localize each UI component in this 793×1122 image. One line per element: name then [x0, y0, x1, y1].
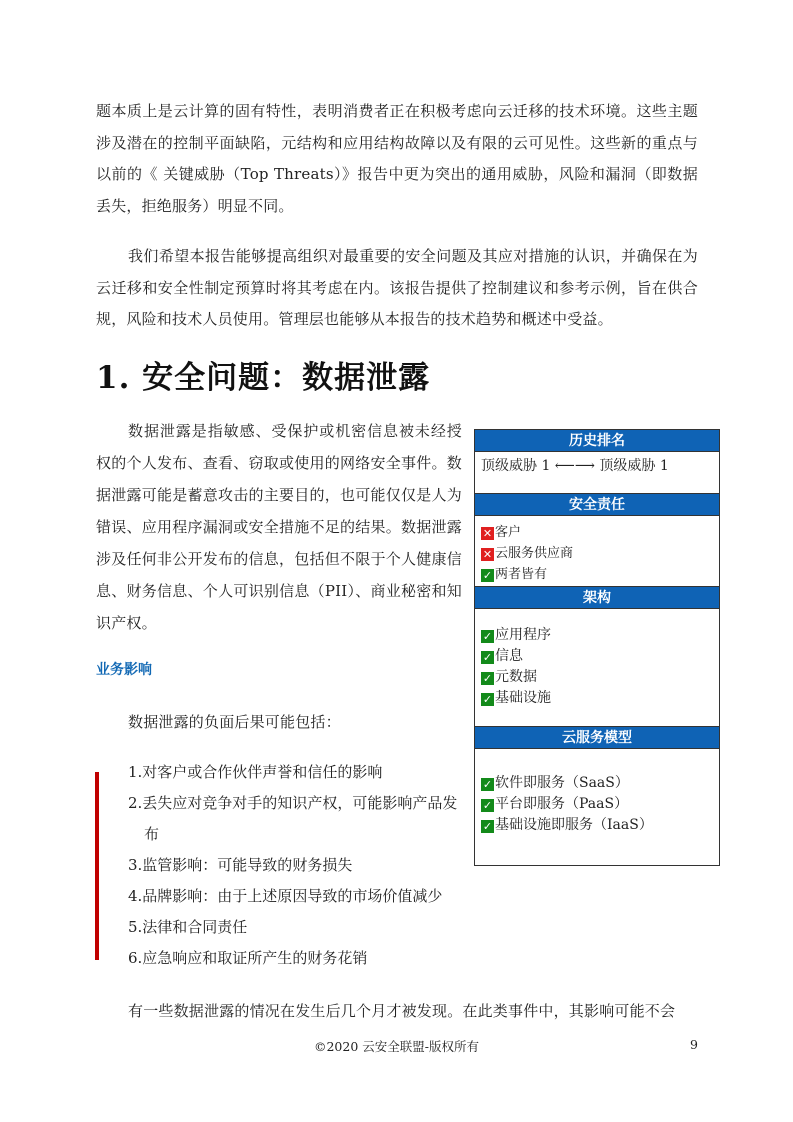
ranking-text: 顶级威胁 1 ⟵⟶ 顶级威胁 1 [481, 458, 669, 474]
list-item: 5.法律和合同责任 [128, 918, 248, 936]
checked-box-icon: ✓ [482, 569, 493, 582]
checked-box-icon: ✓ [482, 693, 493, 706]
checked-box-icon: ✓ [482, 820, 493, 833]
service-models-header: 云服务模型 [475, 726, 719, 749]
ranking-header: 历史排名 [475, 430, 719, 452]
consequences-list [128, 757, 468, 974]
responsibility-item: ✕ 客户 [482, 525, 522, 540]
architecture-list [475, 609, 719, 726]
architecture-item: ✓ 应用程序 [482, 627, 551, 643]
responsibility-list [475, 516, 719, 586]
section-heading: 1. 安全问题：数据泄露 [96, 360, 431, 396]
threat-summary-sidebar [474, 429, 720, 866]
checked-box-icon: ✓ [482, 651, 493, 664]
list-item: 4.品牌影响：由于上述原因导致的市场价值减少 [128, 887, 443, 905]
responsibility-item: ✕ 云服务供应商 [482, 546, 574, 561]
service-model-item: ✓ 软件即服务（SaaS） [482, 775, 629, 791]
data-breach-definition: 数据泄露是指敏感、受保护或机密信息被未经授权的个人发布、查看、窃取或使用的网络安全事件。数据泄露可能是蓄意攻击的主要目的，也可能仅仅是人为错误、应用程序漏洞或安全措施不足的结果。数据泄露涉及任何非公开发布的信息，包括但不限于个人健康信息、财务信息、个人可识别信息（PII）、商业秘密和知识产权。 [96, 422, 462, 632]
responsibility-item: ✓ 两者皆有 [482, 567, 548, 582]
service-model-item: ✓ 基础设施即服务（IaaS） [482, 817, 653, 833]
architecture-item: ✓ 基础设施 [482, 690, 551, 706]
list-item: 6.应急响应和取证所产生的财务花销 [128, 949, 368, 967]
list-item: 2.丢失应对竞争对手的知识产权，可能影响产品发布 [128, 794, 458, 843]
report-purpose-paragraph: 我们希望本报告能够提高组织对最重要的安全问题及其应对措施的认识，并确保在为云迁移和安全性制定预算时将其考虑在内。该报告提供了控制建议和参考示例，旨在供合规，风险和技术人员使用。管理层也能够从本报告的技术趋势和概述中受益。 [96, 247, 698, 328]
architecture-header: 架构 [475, 586, 719, 609]
service-models-list [475, 749, 719, 836]
list-item: 1.对客户或合作伙伴声誉和信任的影响 [128, 763, 383, 781]
responsibility-header: 安全责任 [475, 493, 719, 516]
service-model-item: ✓ 平台即服务（PaaS） [482, 796, 629, 812]
discovery-paragraph: 有一些数据泄露的情况在发生后几个月才被发现。在此类事件中，其影响可能不会 [128, 1002, 676, 1020]
architecture-item: ✓ 元数据 [482, 669, 537, 685]
architecture-item: ✓ 信息 [482, 648, 523, 664]
list-item: 3.监管影响：可能导致的财务损失 [128, 856, 353, 874]
consequences-accent-bar [95, 772, 99, 960]
intro-paragraph-continued: 题本质上是云计算的固有特性，表明消费者正在积极考虑向云迁移的技术环境。这些主题涉及潜在的控制平面缺陷，元结构和应用结构故障以及有限的云可见性。这些新的重点与以前的《 关键威胁（Top Threats）》报告中更为突出的通用威胁，风险和漏洞（即数据丢失，拒绝服务）明显不同。 [96, 102, 698, 215]
page-number: 9 [690, 1037, 698, 1052]
checked-box-icon: ✓ [482, 799, 493, 812]
footer-copyright: ©2020 云安全联盟-版权所有 [313, 1039, 479, 1054]
crossed-box-icon: ✕ [482, 548, 493, 561]
business-impact-heading: 业务影响 [96, 662, 152, 678]
consequences-intro: 数据泄露的负面后果可能包括： [128, 713, 341, 731]
checked-box-icon: ✓ [482, 672, 493, 685]
checked-box-icon: ✓ [482, 778, 493, 791]
crossed-box-icon: ✕ [482, 527, 493, 540]
checked-box-icon: ✓ [482, 630, 493, 643]
